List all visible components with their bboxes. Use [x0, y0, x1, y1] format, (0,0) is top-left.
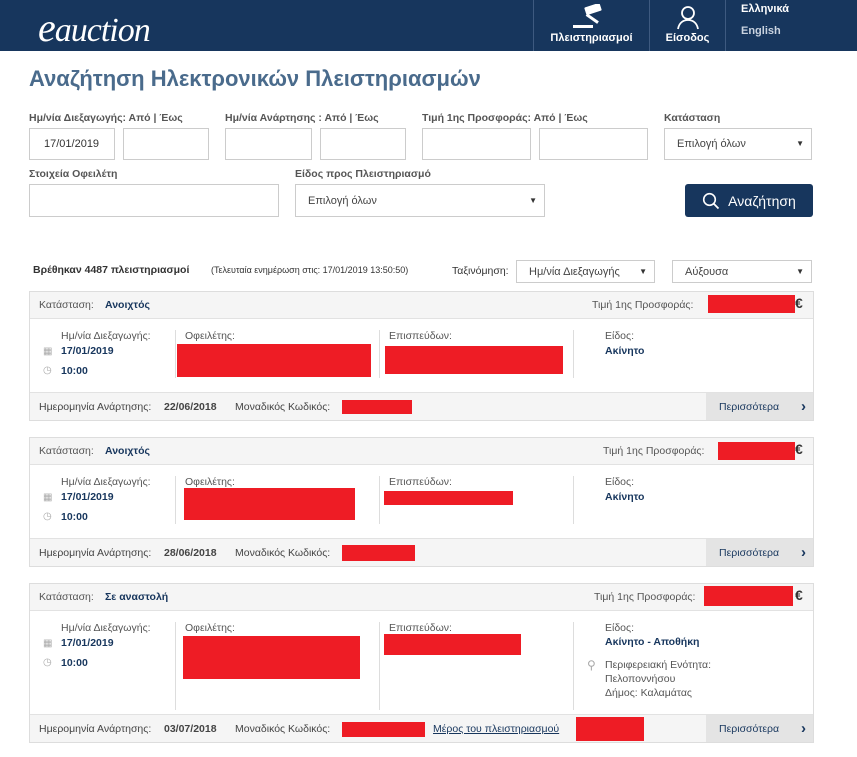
lang-english[interactable]: English — [741, 25, 781, 37]
post-date-label: Ημερομηνία Ανάρτησης: — [39, 547, 152, 559]
status-label: Κατάσταση: — [39, 445, 94, 457]
last-updated: (Τελευταία ενημέρωση στις: 17/01/2019 13:50:50) — [211, 265, 409, 275]
type-value: Ακίνητο — [605, 345, 645, 357]
debtor-label: Στοιχεία Οφειλέτη — [29, 168, 118, 180]
status-select[interactable] — [664, 128, 812, 160]
lang-greek[interactable]: Ελληνικά — [741, 3, 789, 15]
euro-sign: € — [795, 587, 803, 603]
type-select[interactable] — [295, 184, 545, 217]
chevron-right-icon: › — [801, 544, 806, 561]
clock-icon: ◷ — [43, 657, 52, 668]
column-divider — [175, 622, 176, 710]
type-label: Είδος: — [605, 330, 634, 342]
status-label: Κατάσταση — [664, 112, 721, 124]
column-divider — [175, 476, 176, 524]
chevron-down-icon: ▼ — [796, 266, 804, 276]
nav-login[interactable] — [650, 0, 725, 51]
column-divider — [573, 622, 574, 710]
redacted-price — [708, 295, 795, 313]
redacted-pursuer — [385, 346, 563, 374]
location-pin-icon: ⚲ — [587, 658, 596, 672]
card-footer — [30, 714, 813, 742]
euro-sign: € — [795, 295, 803, 311]
card-footer — [30, 392, 813, 420]
redacted-pursuer — [384, 634, 521, 655]
gavel-icon — [571, 4, 613, 30]
type-label: Είδος προς Πλειστηριασμό — [295, 168, 431, 180]
clock-icon: ◷ — [43, 511, 52, 522]
pursuer-label: Επισπεύδων: — [389, 476, 452, 488]
conduct-date-to-input[interactable] — [123, 128, 209, 160]
nav-login-label: Είσοδος — [665, 32, 710, 44]
nav-auctions[interactable] — [534, 0, 649, 51]
header-divider — [725, 0, 726, 51]
type-value: Ακίνητο — [605, 491, 645, 503]
code-label: Μοναδικός Κωδικός: — [235, 723, 331, 735]
results-count: Βρέθηκαν 4487 πλειστηριασμοί — [33, 264, 190, 276]
calendar-icon: ▦ — [43, 492, 53, 503]
search-button[interactable] — [685, 184, 813, 217]
conduct-time: 10:00 — [61, 365, 88, 377]
card-header — [30, 584, 813, 611]
top-header — [0, 0, 857, 51]
redacted-pursuer — [384, 491, 513, 505]
eauction-logo[interactable]: eauction — [38, 5, 150, 50]
type-select-value: Επιλογή όλων — [308, 194, 377, 207]
sort-by-value: Ημ/νία Διεξαγωγής — [529, 265, 620, 278]
redacted-debtor — [183, 636, 360, 679]
price-to-input[interactable] — [539, 128, 648, 160]
card-footer — [30, 538, 813, 566]
card-header — [30, 438, 813, 465]
status-label: Κατάσταση: — [39, 591, 94, 603]
auction-part-link[interactable]: Μέρος του πλειστηριασμού — [433, 723, 560, 735]
more-label: Περισσότερα — [719, 722, 780, 735]
pursuer-label: Επισπεύδων: — [389, 622, 452, 634]
post-date-label: Ημ/νία Ανάρτησης : Από | Έως — [225, 112, 379, 124]
conduct-date-label: Ημ/νία Διεξαγωγής: — [61, 622, 151, 634]
conduct-date: 17/01/2019 — [61, 345, 114, 357]
post-date-label: Ημερομηνία Ανάρτησης: — [39, 401, 152, 413]
column-divider — [175, 330, 176, 378]
redacted-debtor — [177, 344, 371, 377]
region-label: Περιφερειακή Ενότητα: — [605, 659, 712, 671]
debtor-label: Οφειλέτης: — [185, 330, 235, 342]
auction-card — [29, 437, 814, 567]
status-value: Σε αναστολή — [105, 591, 169, 603]
status-value: Ανοιχτός — [105, 445, 150, 457]
price-from-input[interactable] — [422, 128, 531, 160]
post-date-from-input[interactable] — [225, 128, 312, 160]
clock-icon: ◷ — [43, 365, 52, 376]
status-label: Κατάσταση: — [39, 299, 94, 311]
sort-label: Ταξινόμηση: — [452, 265, 509, 277]
sort-order-select[interactable] — [672, 260, 812, 283]
chevron-down-icon: ▼ — [796, 139, 804, 149]
calendar-icon: ▦ — [43, 638, 53, 649]
post-date: 22/06/2018 — [164, 401, 217, 413]
sort-by-select[interactable] — [516, 260, 655, 283]
price-label: Τιμή 1ης Προσφοράς: — [592, 299, 694, 311]
conduct-time: 10:00 — [61, 511, 88, 523]
status-value: Ανοιχτός — [105, 299, 150, 311]
sort-order-value: Αύξουσα — [685, 265, 729, 278]
more-label: Περισσότερα — [719, 400, 780, 413]
search-button-label: Αναζήτηση — [728, 192, 796, 209]
code-label: Μοναδικός Κωδικός: — [235, 547, 331, 559]
chevron-right-icon: › — [801, 398, 806, 415]
post-date: 28/06/2018 — [164, 547, 217, 559]
redacted-price — [718, 442, 795, 460]
more-label: Περισσότερα — [719, 546, 780, 559]
debtor-label: Οφειλέτης: — [185, 476, 235, 488]
column-divider — [379, 330, 380, 378]
redacted-debtor — [184, 488, 355, 520]
code-label: Μοναδικός Κωδικός: — [235, 401, 331, 413]
post-date-label: Ημερομηνία Ανάρτησης: — [39, 723, 152, 735]
user-icon — [675, 4, 701, 30]
euro-sign: € — [795, 441, 803, 457]
type-label: Είδος: — [605, 476, 634, 488]
redacted-price — [704, 586, 793, 606]
chevron-down-icon: ▼ — [529, 195, 537, 205]
price-label: Τιμή 1ης Προσφοράς: — [603, 445, 705, 457]
post-date-to-input[interactable] — [320, 128, 406, 160]
conduct-date-from-input[interactable]: 17/01/2019 — [29, 128, 115, 160]
pursuer-label: Επισπεύδων: — [389, 330, 452, 342]
redacted-code — [342, 722, 425, 737]
debtor-label: Οφειλέτης: — [185, 622, 235, 634]
conduct-date-label: Ημ/νία Διεξαγωγής: Από | Έως — [29, 112, 183, 124]
conduct-date: 17/01/2019 — [61, 637, 114, 649]
price-label: Τιμή 1ης Προσφοράς: Από | Έως — [422, 112, 588, 124]
chevron-down-icon: ▼ — [639, 266, 647, 276]
redacted-link-part — [576, 717, 644, 741]
conduct-date-label: Ημ/νία Διεξαγωγής: — [61, 476, 151, 488]
auction-card — [29, 291, 814, 421]
chevron-right-icon: › — [801, 720, 806, 737]
debtor-input[interactable] — [29, 184, 279, 217]
calendar-icon: ▦ — [43, 346, 53, 357]
search-icon — [702, 192, 720, 210]
type-label: Είδος: — [605, 622, 634, 634]
more-button[interactable] — [706, 715, 813, 742]
auction-card — [29, 583, 814, 743]
column-divider — [379, 476, 380, 524]
conduct-date: 17/01/2019 — [61, 491, 114, 503]
redacted-code — [342, 545, 415, 561]
redacted-code — [342, 400, 412, 414]
more-button[interactable] — [706, 393, 813, 420]
status-select-value: Επιλογή όλων — [677, 138, 746, 150]
conduct-date-label: Ημ/νία Διεξαγωγής: — [61, 330, 151, 342]
column-divider — [573, 330, 574, 378]
municipality: Δήμος: Καλαμάτας — [605, 687, 692, 699]
post-date: 03/07/2018 — [164, 723, 217, 735]
card-header — [30, 292, 813, 319]
column-divider — [379, 622, 380, 710]
region-value: Πελοποννήσου — [605, 673, 676, 685]
conduct-time: 10:00 — [61, 657, 88, 669]
nav-auctions-label: Πλειστηριασμοί — [550, 32, 633, 44]
type-value: Ακίνητο - Αποθήκη — [605, 636, 700, 648]
more-button[interactable] — [706, 539, 813, 566]
column-divider — [573, 476, 574, 524]
page-title: Αναζήτηση Ηλεκτρονικών Πλειστηριασμών — [29, 66, 481, 91]
price-label: Τιμή 1ης Προσφοράς: — [594, 591, 696, 603]
